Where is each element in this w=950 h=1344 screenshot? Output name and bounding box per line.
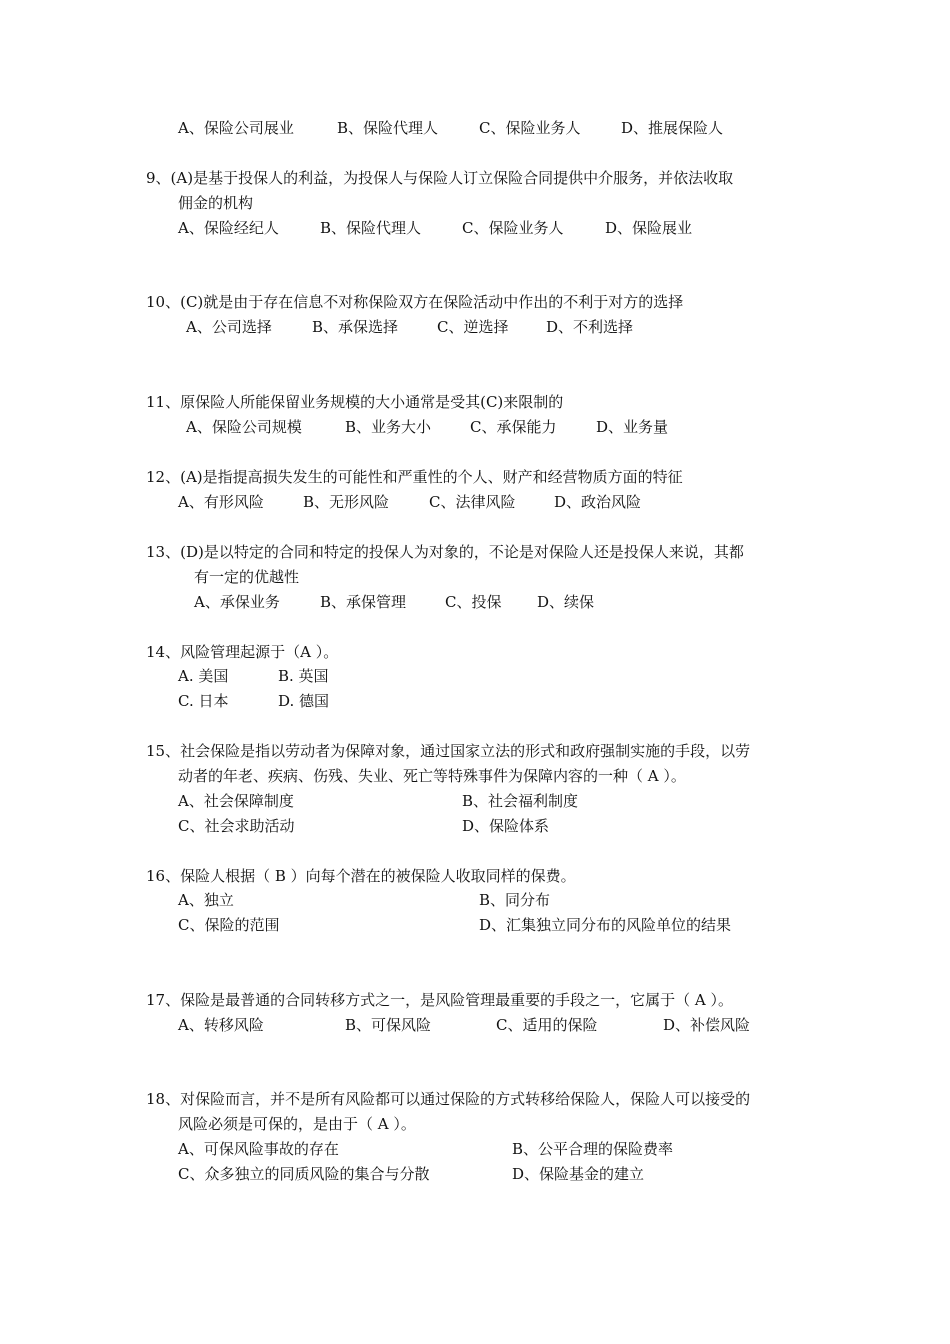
q16-option-d: D、汇集独立同分布的风险单位的结果 — [479, 916, 732, 934]
q10-option-a: A、公司选择 — [186, 318, 272, 336]
q16-option-a: A、独立 — [178, 891, 234, 909]
q18-option-c: C、众多独立的同质风险的集合与分散 — [178, 1165, 430, 1183]
q15-stem-line1: 15、社会保险是指以劳动者为保障对象，通过国家立法的形式和政府强制实施的手段，以劳 — [146, 742, 751, 760]
q17-option-c: C、适用的保险 — [496, 1016, 598, 1034]
q10-option-c: C、逆选择 — [437, 318, 509, 336]
q12-option-a: A、有形风险 — [178, 493, 264, 511]
q12-option-b: B、无形风险 — [303, 493, 390, 511]
q9-option-d: D、保险展业 — [605, 219, 693, 237]
q11-stem: 11、原保险人所能保留业务规模的大小通常是受其(C)来限制的 — [146, 393, 564, 411]
q12-stem: 12、(A)是指提高损失发生的可能性和严重性的个人、财产和经营物质方面的特征 — [146, 468, 683, 486]
q14-option-c: C. 日本 — [178, 692, 229, 710]
q13-option-d: D、续保 — [537, 593, 595, 611]
q17-option-b: B、可保风险 — [345, 1016, 432, 1034]
q14-option-a: A. 美国 — [178, 667, 229, 685]
q9-option-b: B、保险代理人 — [320, 219, 422, 237]
q14-stem: 14、风险管理起源于（A ）。 — [146, 643, 339, 661]
q11-option-c: C、承保能力 — [470, 418, 557, 436]
q10-option-d: D、不利选择 — [546, 318, 634, 336]
q13-stem-line2: 有一定的优越性 — [194, 568, 300, 586]
q11-option-a: A、保险公司规模 — [186, 418, 302, 436]
q18-option-d: D、保险基金的建立 — [512, 1165, 645, 1183]
q8-option-a: A、保险公司展业 — [178, 119, 294, 137]
q13-stem-line1: 13、(D)是以特定的合同和特定的投保人为对象的，不论是对保险人还是投保人来说，其都 — [146, 543, 744, 561]
q14-option-d: D. 德国 — [278, 692, 330, 710]
q15-option-b: B、社会福利制度 — [462, 792, 579, 810]
q15-option-a: A、社会保障制度 — [178, 792, 294, 810]
q18-option-b: B、公平合理的保险费率 — [512, 1140, 674, 1158]
q17-stem: 17、保险是最普通的合同转移方式之一，是风险管理最重要的手段之一，它属于（ A ）。 — [146, 991, 733, 1009]
q8-option-c: C、保险业务人 — [479, 119, 581, 137]
q15-stem-line2: 动者的年老、疾病、伤残、失业、死亡等特殊事件为保障内容的一种（ A ）。 — [178, 767, 686, 785]
q9-option-a: A、保险经纪人 — [178, 219, 279, 237]
q17-option-d: D、补偿风险 — [663, 1016, 751, 1034]
q17-option-a: A、转移风险 — [178, 1016, 264, 1034]
q11-option-b: B、业务大小 — [345, 418, 432, 436]
q14-option-b: B. 英国 — [278, 667, 329, 685]
q8-option-d: D、推展保险人 — [621, 119, 724, 137]
q12-option-d: D、政治风险 — [554, 493, 642, 511]
q12-option-c: C、法律风险 — [429, 493, 516, 511]
q16-stem: 16、保险人根据（ B ）向每个潜在的被保险人收取同样的保费。 — [146, 867, 576, 885]
q18-stem-line1: 18、对保险而言，并不是所有风险都可以通过保险的方式转移给保险人，保险人可以接受的 — [146, 1090, 751, 1108]
q16-option-c: C、保险的范围 — [178, 916, 280, 934]
q16-option-b: B、同分布 — [479, 891, 551, 909]
q15-option-d: D、保险体系 — [462, 817, 550, 835]
q18-stem-line2: 风险必须是可保的，是由于（ A ）。 — [178, 1115, 416, 1133]
q13-option-b: B、承保管理 — [320, 593, 407, 611]
q10-stem: 10、(C)就是由于存在信息不对称保险双方在保险活动中作出的不利于对方的选择 — [146, 293, 684, 311]
q8-option-b: B、保险代理人 — [337, 119, 439, 137]
q9-option-c: C、保险业务人 — [462, 219, 564, 237]
q13-option-c: C、投保 — [445, 593, 502, 611]
q10-option-b: B、承保选择 — [312, 318, 399, 336]
q9-stem-line1: 9、(A)是基于投保人的利益，为投保人与保险人订立保险合同提供中介服务，并依法收取 — [146, 169, 734, 187]
q9-stem-line2: 佣金的机构 — [178, 194, 254, 212]
q11-option-d: D、业务量 — [596, 418, 669, 436]
q13-option-a: A、承保业务 — [194, 593, 280, 611]
q15-option-c: C、社会求助活动 — [178, 817, 295, 835]
q18-option-a: A、可保风险事故的存在 — [178, 1140, 339, 1158]
